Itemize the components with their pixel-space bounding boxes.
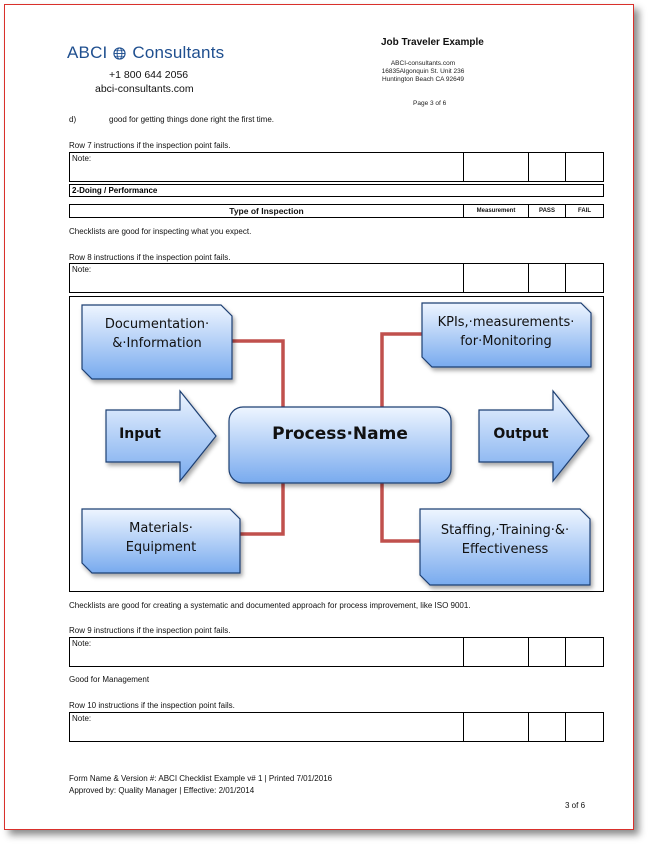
address-line-3: Huntington Beach CA 92649 xyxy=(381,76,465,83)
row8-note-table xyxy=(69,263,604,293)
row7-note-cell[interactable] xyxy=(70,153,464,182)
good-for-management: Good for Management xyxy=(69,675,150,684)
footer-page-number: 3 of 6 xyxy=(565,801,586,810)
list-item-d-text: good for getting things done right the first time. xyxy=(109,115,274,124)
row10-measurement-cell[interactable] xyxy=(464,713,529,742)
list-marker-d: d) xyxy=(69,115,77,124)
staffing-label: Staffing,·Training·&· Effectiveness xyxy=(440,523,570,557)
row9-measurement-cell[interactable] xyxy=(464,638,529,667)
row7-measurement-cell[interactable] xyxy=(464,153,529,182)
footer-approval: Approved by: Quality Manager | Effective: 2/01/2014 xyxy=(69,786,255,795)
measurement-header: Measurement xyxy=(464,205,529,218)
logo-text-abci: ABCI xyxy=(67,43,108,62)
document-page xyxy=(4,4,634,830)
row7-note-table xyxy=(69,152,604,182)
materials-label: Materials· Equipment xyxy=(125,521,197,555)
company-logo xyxy=(67,43,224,63)
checklist-text-1: Checklists are good for inspecting what you expect. xyxy=(69,227,252,236)
row8-note-cell[interactable] xyxy=(70,264,464,293)
address-line-1: ABCI-consultants.com xyxy=(390,60,456,67)
process-name-label: Process·Name xyxy=(272,424,408,444)
page-indicator: Page 3 of 6 xyxy=(413,100,447,107)
row9-instructions: Row 9 instructions if the inspection point fails. xyxy=(69,626,231,635)
document-title: Job Traveler Example xyxy=(381,37,484,48)
row10-note-cell[interactable] xyxy=(70,713,464,742)
row10-fail-cell[interactable] xyxy=(566,713,604,742)
inspection-header-table xyxy=(69,204,604,218)
logo-text-consultants: Consultants xyxy=(132,43,225,62)
note-label: Note: xyxy=(72,714,92,723)
row8-instructions: Row 8 instructions if the inspection point fails. xyxy=(69,253,231,262)
phone-number: +1 800 644 2056 xyxy=(109,69,189,81)
section-title: 2-Doing / Performance xyxy=(69,184,604,197)
output-label: Output xyxy=(493,426,549,442)
globe-icon xyxy=(113,47,126,60)
documentation-label: Documentation· &·Information xyxy=(104,317,210,351)
note-label: Note: xyxy=(72,639,92,648)
row10-note-table xyxy=(69,712,604,742)
row8-measurement-cell[interactable] xyxy=(464,264,529,293)
pass-header: PASS xyxy=(529,205,566,218)
note-label: Note: xyxy=(72,154,92,163)
row9-fail-cell[interactable] xyxy=(566,638,604,667)
footer-form-name: Form Name & Version #: ABCI Checklist Example v# 1 | Printed 7/01/2016 xyxy=(69,774,333,783)
row10-instructions: Row 10 instructions if the inspection point fails. xyxy=(69,701,235,710)
checklist-text-2: Checklists are good for creating a systematic and documented approach for process improvement, like ISO 9001. xyxy=(69,601,471,610)
row7-instructions: Row 7 instructions if the inspection point fails. xyxy=(69,141,231,150)
kpi-label: KPIs,·measurements· for·Monitoring xyxy=(437,315,575,349)
process-box xyxy=(229,407,451,483)
website-text: abci-consultants.com xyxy=(95,83,194,95)
type-of-inspection-header: Type of Inspection xyxy=(70,205,464,218)
row7-pass-cell[interactable] xyxy=(529,153,566,182)
row8-pass-cell[interactable] xyxy=(529,264,566,293)
note-label: Note: xyxy=(72,265,92,274)
row8-fail-cell[interactable] xyxy=(566,264,604,293)
fail-header: FAIL xyxy=(566,205,604,218)
process-diagram xyxy=(69,296,604,592)
row10-pass-cell[interactable] xyxy=(529,713,566,742)
row9-pass-cell[interactable] xyxy=(529,638,566,667)
input-label: Input xyxy=(119,426,161,442)
row9-note-cell[interactable] xyxy=(70,638,464,667)
row7-fail-cell[interactable] xyxy=(566,153,604,182)
row9-note-table xyxy=(69,637,604,667)
address-line-2: 16835Algonquin St. Unit 236 xyxy=(381,68,465,75)
